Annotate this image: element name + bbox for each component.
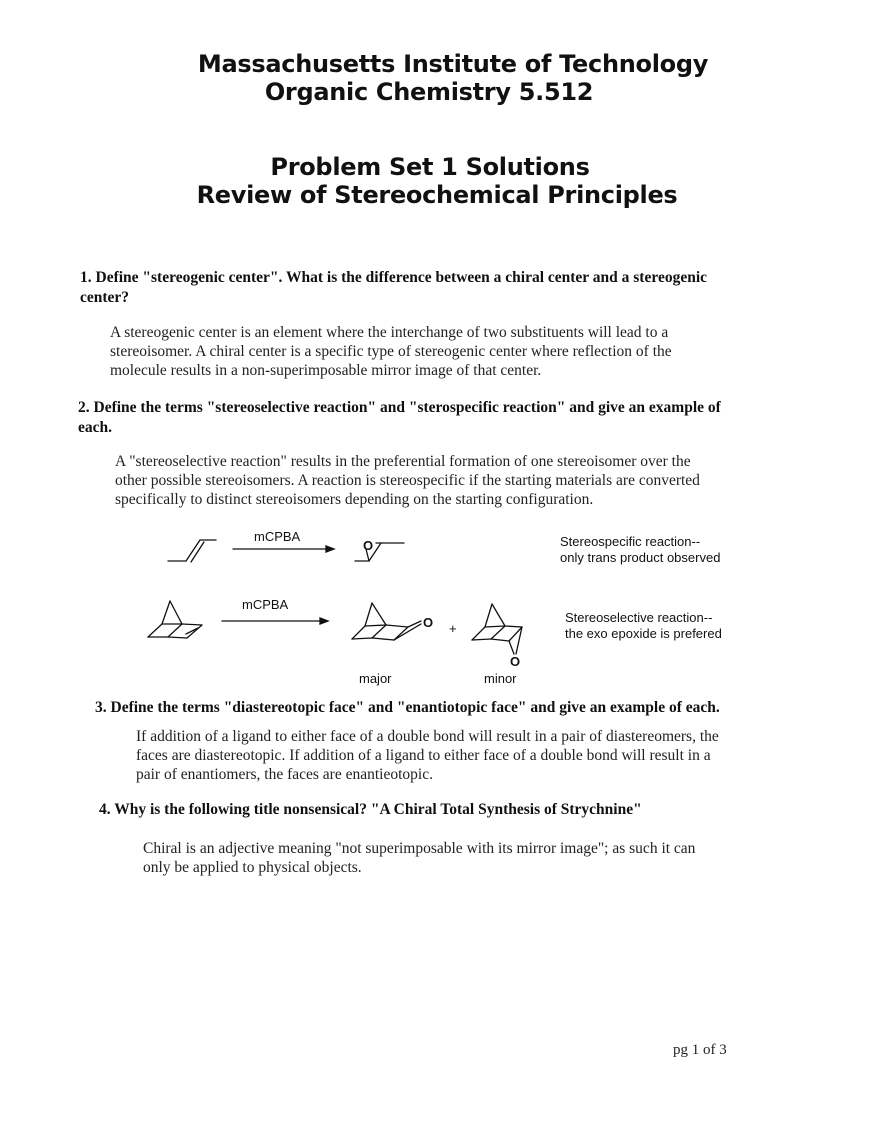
exo-epoxide-structure bbox=[352, 603, 421, 640]
page-number: pg 1 of 3 bbox=[673, 1042, 727, 1058]
institution-title: Massachusetts Institute of Technology bbox=[197, 50, 709, 78]
reagent-label-1: mCPBA bbox=[254, 529, 301, 544]
answer-3-line-1: If addition of a ligand to either face of a double bond will result in a pair of diastereomers, the bbox=[136, 728, 719, 745]
minor-label: minor bbox=[484, 671, 517, 686]
answer-4 bbox=[143, 839, 843, 877]
major-label: major bbox=[359, 671, 392, 686]
answer-1-line-3: molecule results in a non-superimposable mirror image of that center. bbox=[110, 362, 542, 379]
answer-3 bbox=[136, 727, 856, 784]
answer-2-line-2: other possible stereoisomers. A reaction is stereospecific if the starting materials are converted bbox=[115, 472, 700, 489]
answer-2-line-1: A "stereoselective reaction" results in the preferential formation of one stereoisomer over the bbox=[115, 453, 691, 470]
endo-epoxide-structure bbox=[472, 604, 522, 654]
question-4-line-1: 4. Why is the following title nonsensical? "A Chiral Total Synthesis of Strychnine" bbox=[99, 801, 642, 818]
question-1-line-1: 1. Define "stereogenic center". What is the difference between a chiral center and a stereogenic bbox=[80, 269, 708, 286]
question-4 bbox=[99, 800, 839, 820]
note-2-line-1: Stereoselective reaction-- bbox=[565, 610, 713, 625]
note-1-line-2: only trans product observed bbox=[560, 550, 721, 565]
answer-4-line-2: only be applied to physical objects. bbox=[143, 859, 362, 876]
norbornene-structure bbox=[148, 601, 202, 638]
note-2-line-2: the exo epoxide is prefered bbox=[565, 626, 722, 641]
reaction-arrow-1 bbox=[233, 546, 334, 552]
problem-set-subtitle: Review of Stereochemical Principles bbox=[196, 181, 678, 209]
question-3 bbox=[95, 698, 855, 718]
question-2-line-1: 2. Define the terms "stereoselective reaction" and "sterospecific reaction" and give an example of bbox=[78, 399, 721, 416]
note-1-line-1: Stereospecific reaction-- bbox=[560, 534, 701, 549]
oxygen-label-3: O bbox=[510, 654, 521, 669]
question-1-line-2: center? bbox=[80, 289, 130, 306]
answer-3-line-2: faces are diastereotopic. If addition of a ligand to either face of a double bond will result in a bbox=[136, 747, 711, 764]
oxygen-label-1: O bbox=[363, 538, 374, 553]
trans-butene-structure bbox=[168, 540, 216, 562]
answer-2-line-3: specifically to distinct stereoisomers depending on the starting configuration. bbox=[115, 491, 594, 508]
answer-1-line-2: stereoisomer. A chiral center is a specific type of stereogenic center where reflection of the bbox=[110, 343, 672, 360]
reaction-arrow-2 bbox=[222, 618, 328, 624]
answer-4-line-1: Chiral is an adjective meaning "not superimposable with its mirror image"; as such it can bbox=[143, 840, 696, 857]
problem-set-title: Problem Set 1 Solutions bbox=[270, 153, 590, 181]
question-2-line-2: each. bbox=[78, 419, 113, 436]
question-3-line-1: 3. Define the terms "diastereotopic face" and "enantiotopic face" and give an example of each. bbox=[95, 699, 720, 716]
reagent-label-2: mCPBA bbox=[242, 597, 289, 612]
oxygen-label-2: O bbox=[423, 615, 434, 630]
answer-3-line-3: pair of enantiomers, the faces are enantieotopic. bbox=[136, 766, 433, 783]
course-title: Organic Chemistry 5.512 bbox=[264, 78, 594, 106]
answer-1-line-1: A stereogenic center is an element where the interchange of two substituents will lead to a bbox=[110, 324, 669, 341]
plus-sign: + bbox=[449, 621, 457, 636]
